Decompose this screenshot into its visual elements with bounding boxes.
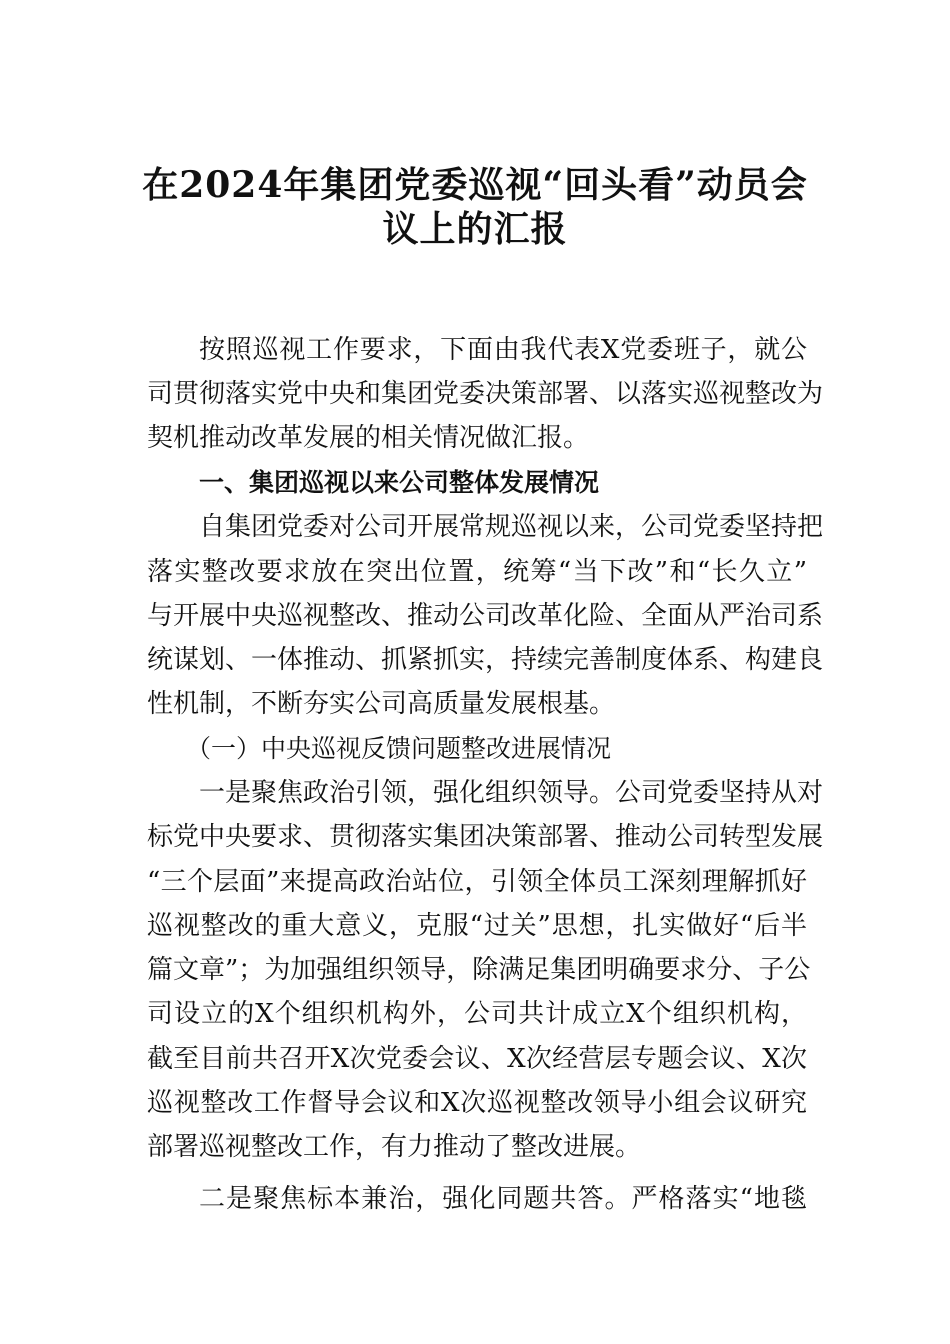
body-line: 二是聚焦标本兼治，强化同题共答。严格落实“地毯 bbox=[199, 1184, 807, 1214]
document-title-line-1: 在2024年集团党委巡视“回头看”动员会 bbox=[142, 164, 808, 206]
body-line: 部署巡视整改工作，有力推动了整改进展。 bbox=[147, 1132, 642, 1162]
body-line: 落实整改要求放在突出位置，统筹“当下改”和“长久立” bbox=[147, 557, 807, 587]
body-line: 自集团党委对公司开展常规巡视以来，公司党委坚持把 bbox=[199, 512, 824, 542]
body-line: 一是聚焦政治引领，强化组织领导。公司党委坚持从对 bbox=[199, 778, 824, 808]
body-line: 标党中央要求、贯彻落实集团决策部署、推动公司转型发展 bbox=[147, 822, 824, 852]
body-line: 与开展中央巡视整改、推动公司改革化险、全面从严治司系 bbox=[147, 601, 824, 631]
intro-line: 按照巡视工作要求，下面由我代表X党委班子，就公 bbox=[199, 335, 807, 365]
body-line: 巡视整改的重大意义，克服“过关”思想，扎实做好“后半 bbox=[147, 911, 807, 941]
body-line: 篇文章”；为加强组织领导，除满足集团明确要求分、子公 bbox=[147, 955, 811, 985]
body-line: 性机制，不断夯实公司高质量发展根基。 bbox=[147, 689, 616, 719]
document-title-line-2: 议上的汇报 bbox=[382, 208, 568, 250]
intro-line: 司贯彻落实党中央和集团党委决策部署、以落实巡视整改为 bbox=[147, 379, 824, 409]
body-line: 截至目前共召开X次党委会议、X次经营层专题会议、X次 bbox=[147, 1044, 807, 1074]
body-line: 巡视整改工作督导会议和X次巡视整改领导小组会议研究 bbox=[147, 1088, 807, 1118]
body-line: 司设立的X个组织机构外，公司共计成立X个组织机构， bbox=[147, 999, 807, 1029]
body-line: 统谋划、一体推动、抓紧抓实，持续完善制度体系、构建良 bbox=[147, 645, 824, 675]
subsection-heading: （一）中央巡视反馈问题整改进展情况 bbox=[186, 734, 612, 763]
section-heading: 一、集团巡视以来公司整体发展情况 bbox=[199, 468, 600, 497]
intro-line: 契机推动改革发展的相关情况做汇报。 bbox=[147, 423, 590, 453]
body-line: “三个层面”来提高政治站位，引领全体员工深刻理解抓好 bbox=[147, 867, 807, 897]
